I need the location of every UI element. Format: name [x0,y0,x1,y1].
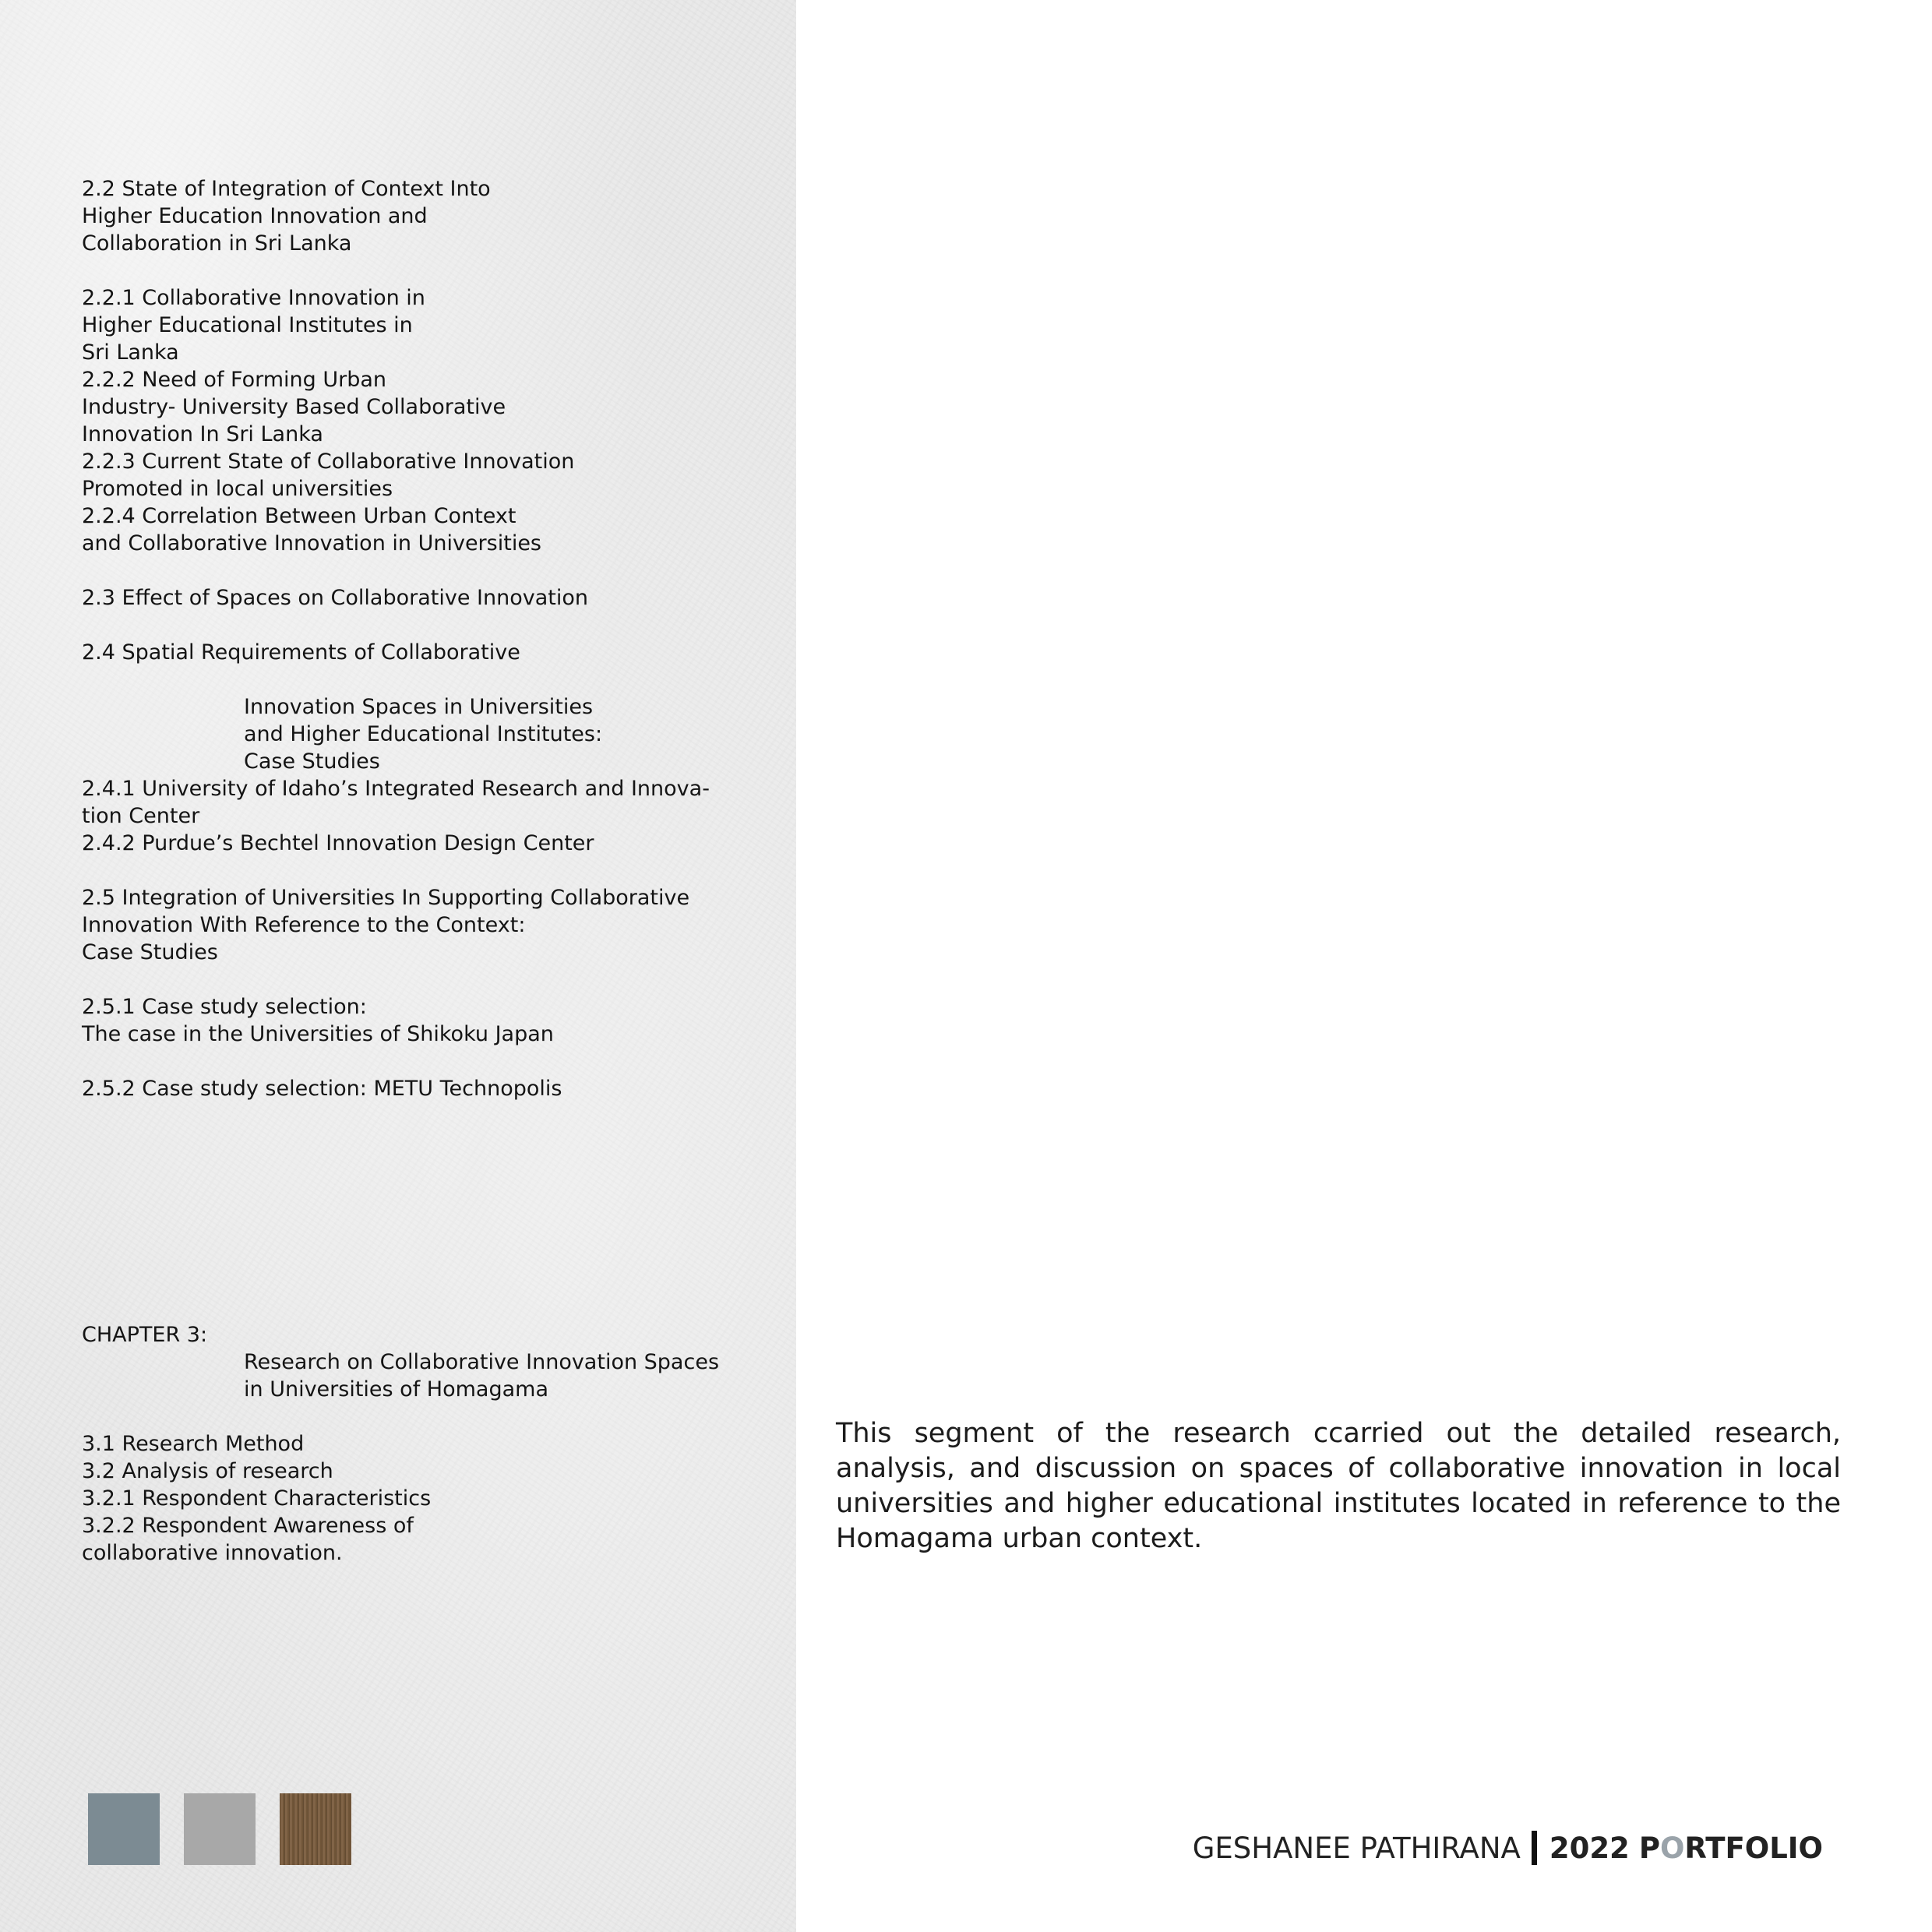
swatch-wood [280,1793,351,1865]
toc-line: 2.4.1 University of Idaho’s Integrated Research and Innova- [82,777,710,801]
portfolio-label [1639,1832,1823,1865]
chapter-item: 3.1 Research Method [82,1432,305,1456]
toc-spacer [82,857,767,884]
toc-line: 2.4 Spatial Requirements of Collaborative [82,640,520,665]
portfolio-letter-p: P [1638,1831,1660,1865]
toc-line: 2.3 Effect of Spaces on Collaborative Innovation [82,586,588,610]
toc-line: 2.2.2 Need of Forming Urban [82,368,387,392]
swatch-light-grey [184,1793,256,1865]
segment-summary: This segment of the research ccarried out the detailed research, analysis, and discussion on spaces of collaborative innovation in local universities and higher educational institutes located in reference to the Homagama urban context. [836,1418,1841,1554]
chapter-item: 3.2 Analysis of research [82,1459,333,1483]
portfolio-letters-rest: RTFOLIO [1684,1831,1823,1865]
toc-line: The case in the Universities of Shikoku Japan [82,1022,554,1046]
chapter-spacer [82,1403,767,1430]
toc-line: Innovation With Reference to the Context: [82,913,526,937]
toc-spacer [82,1048,767,1075]
portfolio-year: 2022 [1549,1831,1630,1865]
toc-line: 2.2.3 Current State of Collaborative Innovation [82,450,575,474]
toc-line: Innovation In Sri Lanka [82,422,323,446]
paper-texture-panel [0,0,796,1932]
toc-line: Collaboration in Sri Lanka [82,231,352,256]
portfolio-accent-letter: O [1659,1831,1685,1865]
author-name: GESHANEE PATHIRANA [1192,1831,1521,1865]
toc-line: Higher Educational Institutes in [82,313,413,337]
toc-line: Industry- University Based Collaborative [82,395,506,419]
chapter-item: collaborative innovation. [82,1541,343,1565]
toc-line: 2.5 Integration of Universities In Supporting Collaborative [82,886,690,910]
chapter-label: CHAPTER 3: [82,1323,208,1347]
toc-line: 2.4.2 Purdue’s Bechtel Innovation Design Center [82,831,594,855]
chapter-item: 3.2.2 Respondent Awareness of [82,1514,414,1538]
toc-spacer [82,557,767,584]
toc-line: tion Center [82,804,200,828]
toc-line: Case Studies [244,749,380,774]
toc-line: Promoted in local universities [82,477,393,501]
portfolio-footer [1193,1831,1823,1865]
toc-line: Sri Lanka [82,340,179,365]
toc-line: Innovation Spaces in Universities [244,695,594,719]
toc-line: 2.5.1 Case study selection: [82,995,367,1019]
chapter-title: in Universities of Homagama [244,1377,548,1401]
toc-line: 2.5.2 Case study selection: METU Technopolis [82,1077,562,1101]
swatch-blue-grey [88,1793,160,1865]
toc-line: 2.2.1 Collaborative Innovation in [82,286,425,310]
chapter-3-section [82,1321,767,1567]
toc-line: 2.2.4 Correlation Between Urban Context [82,504,516,528]
table-of-contents [82,175,767,1102]
toc-spacer [82,257,767,284]
chapter-item: 3.2.1 Respondent Characteristics [82,1486,432,1511]
toc-spacer [82,612,767,639]
toc-line: and Collaborative Innovation in Universities [82,531,541,555]
toc-spacer [82,966,767,993]
footer-divider [1532,1831,1537,1865]
toc-line: 2.2 State of Integration of Context Into [82,177,491,201]
toc-line: and Higher Educational Institutes: [244,722,603,746]
toc-spacer [82,666,767,693]
toc-line: Higher Education Innovation and [82,204,428,228]
material-palette [88,1793,351,1865]
chapter-title: Research on Collaborative Innovation Spaces [244,1350,720,1374]
toc-line: Case Studies [82,940,218,964]
